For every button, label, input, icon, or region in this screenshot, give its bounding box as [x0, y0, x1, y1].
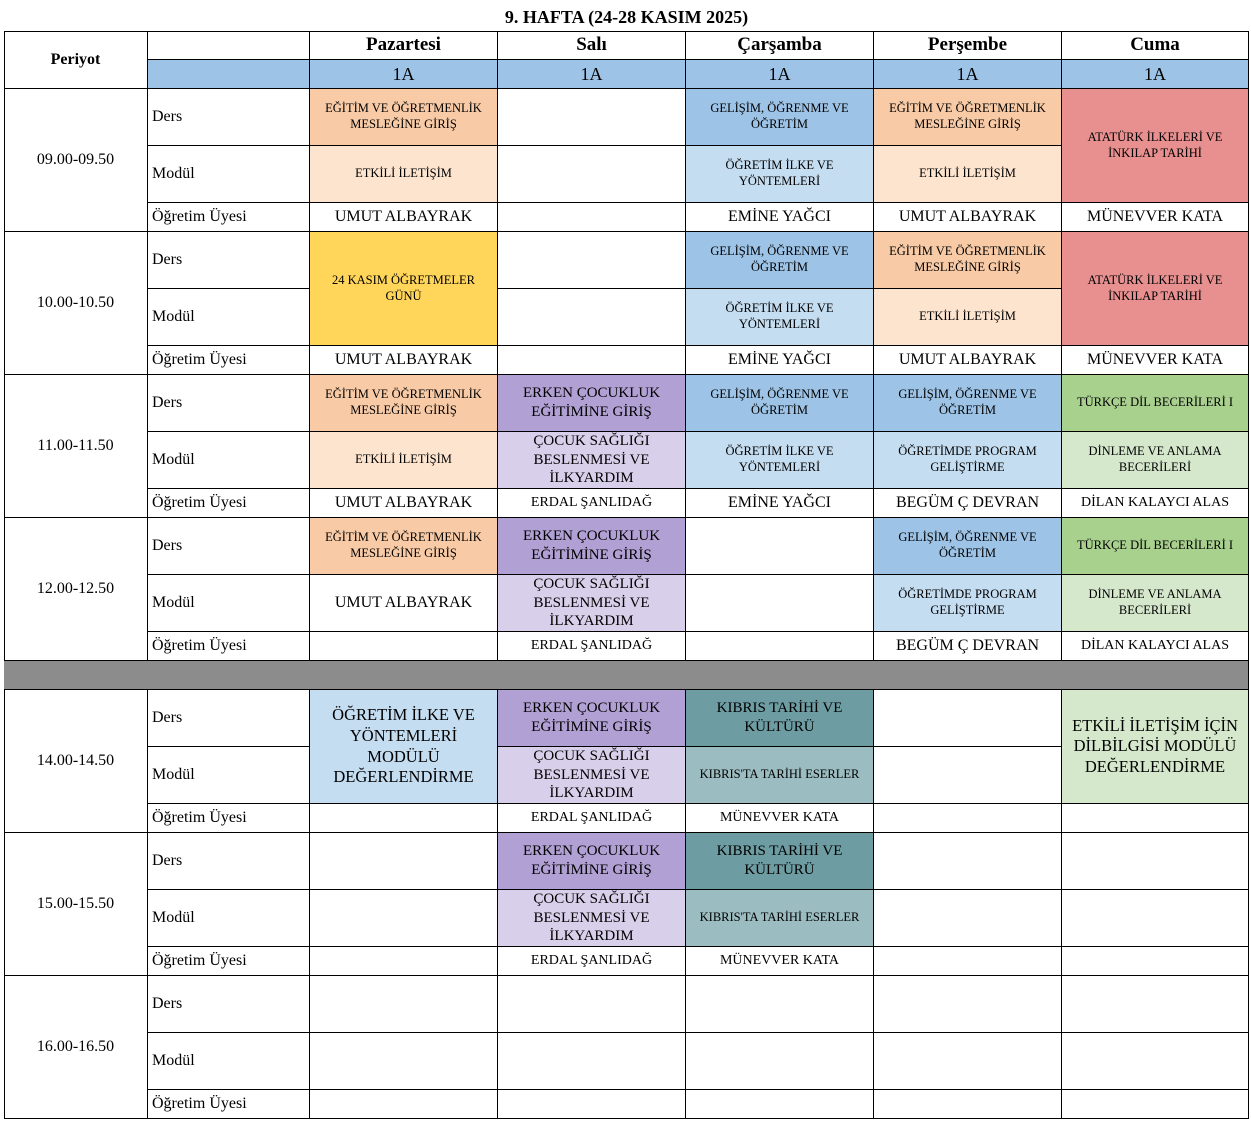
course-cell-ders: EĞİTİM VE ÖĞRETMENLİK MESLEĞİNE GİRİŞ	[310, 89, 498, 146]
empty-cell	[310, 1033, 498, 1090]
class-header: 1A	[498, 60, 686, 89]
course-cell-ders: KIBRIS TARİHİ VE KÜLTÜRÜ	[686, 833, 874, 890]
day-header: Pazartesi	[310, 31, 498, 60]
row-label-ders: Ders	[148, 375, 310, 432]
course-block-merged: ETKİLİ İLETİŞİM İÇİN DİLBİLGİSİ MODÜLÜ DEĞERLENDİRME	[1062, 690, 1249, 804]
course-cell-modul: ÖĞRETİM İLKE VE YÖNTEMLERİ	[686, 432, 874, 489]
instructor-cell	[498, 203, 686, 232]
course-block-merged: 24 KASIM ÖĞRETMELER GÜNÜ	[310, 232, 498, 346]
course-cell-modul: ÇOCUK SAĞLIĞI BESLENMESİ VE İLKYARDIM	[498, 575, 686, 632]
course-cell-modul: UMUT ALBAYRAK	[310, 575, 498, 632]
instructor-cell: EMİNE YAĞCI	[686, 203, 874, 232]
course-cell-ders: EĞİTİM VE ÖĞRETMENLİK MESLEĞİNE GİRİŞ	[874, 232, 1062, 289]
empty-cell	[874, 747, 1062, 804]
instructor-cell: ERDAL ŞANLIDAĞ	[498, 632, 686, 661]
instructor-cell	[1062, 804, 1249, 833]
course-cell-modul: DİNLEME VE ANLAMA BECERİLERİ	[1062, 575, 1249, 632]
empty-cell	[310, 976, 498, 1033]
course-cell-modul: ÖĞRETİMDE PROGRAM GELİŞTİRME	[874, 432, 1062, 489]
empty-cell	[686, 1033, 874, 1090]
class-header: 1A	[686, 60, 874, 89]
empty-cell	[310, 890, 498, 947]
course-block-merged: ÖĞRETİM İLKE VE YÖNTEMLERİ MODÜLÜ DEĞERLENDİRME	[310, 690, 498, 804]
row-label-ogretim-uyesi: Öğretim Üyesi	[148, 632, 310, 661]
course-cell-modul: ÖĞRETİMDE PROGRAM GELİŞTİRME	[874, 575, 1062, 632]
instructor-cell	[498, 346, 686, 375]
instructor-cell	[1062, 947, 1249, 976]
course-cell-ders: TÜRKÇE DİL BECERİLERİ I	[1062, 375, 1249, 432]
course-cell-modul: ETKİLİ İLETİŞİM	[310, 432, 498, 489]
empty-cell	[310, 833, 498, 890]
instructor-cell	[686, 632, 874, 661]
empty-cell	[498, 232, 686, 289]
course-cell-ders: EĞİTİM VE ÖĞRETMENLİK MESLEĞİNE GİRİŞ	[874, 89, 1062, 146]
instructor-cell	[874, 1090, 1062, 1119]
instructor-cell	[874, 947, 1062, 976]
instructor-cell: DİLAN KALAYCI ALAS	[1062, 632, 1249, 661]
empty-cell	[498, 89, 686, 146]
period-time: 09.00-09.50	[4, 89, 148, 232]
course-cell-ders: EĞİTİM VE ÖĞRETMENLİK MESLEĞİNE GİRİŞ	[310, 518, 498, 575]
row-label-ders: Ders	[148, 232, 310, 289]
row-label-modul: Modül	[148, 747, 310, 804]
day-header: Salı	[498, 31, 686, 60]
row-label-ders: Ders	[148, 518, 310, 575]
instructor-cell: UMUT ALBAYRAK	[310, 489, 498, 518]
period-time: 14.00-14.50	[4, 690, 148, 833]
instructor-cell	[686, 1090, 874, 1119]
instructor-cell: MÜNEVVER KATA	[1062, 203, 1249, 232]
empty-cell	[874, 833, 1062, 890]
instructor-cell	[310, 804, 498, 833]
empty-cell	[1062, 833, 1249, 890]
course-cell-ders: GELİŞİM, ÖĞRENME VE ÖĞRETİM	[686, 375, 874, 432]
course-cell-ders: KIBRIS TARİHİ VE KÜLTÜRÜ	[686, 690, 874, 747]
instructor-cell: UMUT ALBAYRAK	[310, 346, 498, 375]
empty-cell	[498, 289, 686, 346]
instructor-cell: ERDAL ŞANLIDAĞ	[498, 804, 686, 833]
instructor-cell: EMİNE YAĞCI	[686, 489, 874, 518]
blank-class-header	[148, 60, 310, 89]
row-label-modul: Modül	[148, 1033, 310, 1090]
instructor-cell: EMİNE YAĞCI	[686, 346, 874, 375]
empty-cell	[498, 1033, 686, 1090]
row-label-modul: Modül	[148, 575, 310, 632]
row-label-ders: Ders	[148, 976, 310, 1033]
instructor-cell: BEGÜM Ç DEVRAN	[874, 489, 1062, 518]
period-time: 12.00-12.50	[4, 518, 148, 661]
row-label-modul: Modül	[148, 289, 310, 346]
row-label-modul: Modül	[148, 146, 310, 203]
course-cell-modul: ÖĞRETİM İLKE VE YÖNTEMLERİ	[686, 146, 874, 203]
instructor-cell: MÜNEVVER KATA	[686, 947, 874, 976]
instructor-cell	[874, 804, 1062, 833]
period-time: 16.00-16.50	[4, 976, 148, 1119]
row-label-ders: Ders	[148, 89, 310, 146]
blank-header	[148, 31, 310, 60]
course-cell-modul: KIBRIS'TA TARİHİ ESERLER	[686, 890, 874, 947]
empty-cell	[686, 976, 874, 1033]
empty-cell	[874, 890, 1062, 947]
empty-cell	[1062, 976, 1249, 1033]
row-label-ogretim-uyesi: Öğretim Üyesi	[148, 346, 310, 375]
instructor-cell	[310, 632, 498, 661]
course-cell-modul: ETKİLİ İLETİŞİM	[874, 289, 1062, 346]
course-cell-ders: GELİŞİM, ÖĞRENME VE ÖĞRETİM	[874, 375, 1062, 432]
course-cell-modul: KIBRIS'TA TARİHİ ESERLER	[686, 747, 874, 804]
row-label-ogretim-uyesi: Öğretim Üyesi	[148, 203, 310, 232]
row-label-ders: Ders	[148, 690, 310, 747]
empty-cell	[1062, 1033, 1249, 1090]
row-label-ogretim-uyesi: Öğretim Üyesi	[148, 1090, 310, 1119]
class-header: 1A	[310, 60, 498, 89]
course-cell-ders: TÜRKÇE DİL BECERİLERİ I	[1062, 518, 1249, 575]
day-header: Perşembe	[874, 31, 1062, 60]
course-cell-modul: ETKİLİ İLETİŞİM	[310, 146, 498, 203]
course-cell-modul: ÇOCUK SAĞLIĞI BESLENMESİ VE İLKYARDIM	[498, 432, 686, 489]
instructor-cell: DİLAN KALAYCI ALAS	[1062, 489, 1249, 518]
course-cell-modul: ÖĞRETİM İLKE VE YÖNTEMLERİ	[686, 289, 874, 346]
course-cell-ders: EĞİTİM VE ÖĞRETMENLİK MESLEĞİNE GİRİŞ	[310, 375, 498, 432]
empty-cell	[874, 976, 1062, 1033]
instructor-cell: ERDAL ŞANLIDAĞ	[498, 489, 686, 518]
row-label-ogretim-uyesi: Öğretim Üyesi	[148, 804, 310, 833]
class-header: 1A	[1062, 60, 1249, 89]
instructor-cell	[310, 947, 498, 976]
course-cell-ders: GELİŞİM, ÖĞRENME VE ÖĞRETİM	[874, 518, 1062, 575]
empty-cell	[686, 518, 874, 575]
row-label-modul: Modül	[148, 890, 310, 947]
lunch-break-row	[4, 661, 1249, 690]
instructor-cell: ERDAL ŞANLIDAĞ	[498, 947, 686, 976]
instructor-cell: UMUT ALBAYRAK	[310, 203, 498, 232]
instructor-cell: MÜNEVVER KATA	[1062, 346, 1249, 375]
instructor-cell	[498, 1090, 686, 1119]
empty-cell	[874, 690, 1062, 747]
instructor-cell	[1062, 1090, 1249, 1119]
empty-cell	[498, 976, 686, 1033]
course-cell-modul: ÇOCUK SAĞLIĞI BESLENMESİ VE İLKYARDIM	[498, 747, 686, 804]
course-cell-ders: ERKEN ÇOCUKLUK EĞİTİMİNE GİRİŞ	[498, 375, 686, 432]
row-label-ders: Ders	[148, 833, 310, 890]
course-block-merged: ATATÜRK İLKELERİ VE İNKILAP TARİHİ	[1062, 89, 1249, 203]
period-time: 11.00-11.50	[4, 375, 148, 518]
instructor-cell: UMUT ALBAYRAK	[874, 346, 1062, 375]
course-cell-ders: ERKEN ÇOCUKLUK EĞİTİMİNE GİRİŞ	[498, 690, 686, 747]
day-header: Çarşamba	[686, 31, 874, 60]
instructor-cell	[310, 1090, 498, 1119]
period-time: 10.00-10.50	[4, 232, 148, 375]
page-title: 9. HAFTA (24-28 KASIM 2025)	[504, 6, 749, 27]
empty-cell	[1062, 890, 1249, 947]
periyot-header: Periyot	[4, 31, 148, 89]
class-header: 1A	[874, 60, 1062, 89]
instructor-cell: BEGÜM Ç DEVRAN	[874, 632, 1062, 661]
course-cell-ders: GELİŞİM, ÖĞRENME VE ÖĞRETİM	[686, 89, 874, 146]
empty-cell	[874, 1033, 1062, 1090]
row-label-modul: Modül	[148, 432, 310, 489]
course-cell-ders: GELİŞİM, ÖĞRENME VE ÖĞRETİM	[686, 232, 874, 289]
instructor-cell: UMUT ALBAYRAK	[874, 203, 1062, 232]
empty-cell	[498, 146, 686, 203]
course-block-merged: ATATÜRK İLKELERİ VE İNKILAP TARİHİ	[1062, 232, 1249, 346]
period-time: 15.00-15.50	[4, 833, 148, 976]
course-cell-modul: ÇOCUK SAĞLIĞI BESLENMESİ VE İLKYARDIM	[498, 890, 686, 947]
course-cell-ders: ERKEN ÇOCUKLUK EĞİTİMİNE GİRİŞ	[498, 518, 686, 575]
empty-cell	[686, 575, 874, 632]
course-cell-modul: ETKİLİ İLETİŞİM	[874, 146, 1062, 203]
course-cell-ders: ERKEN ÇOCUKLUK EĞİTİMİNE GİRİŞ	[498, 833, 686, 890]
row-label-ogretim-uyesi: Öğretim Üyesi	[148, 947, 310, 976]
instructor-cell: MÜNEVVER KATA	[686, 804, 874, 833]
day-header: Cuma	[1062, 31, 1249, 60]
course-cell-modul: DİNLEME VE ANLAMA BECERİLERİ	[1062, 432, 1249, 489]
row-label-ogretim-uyesi: Öğretim Üyesi	[148, 489, 310, 518]
